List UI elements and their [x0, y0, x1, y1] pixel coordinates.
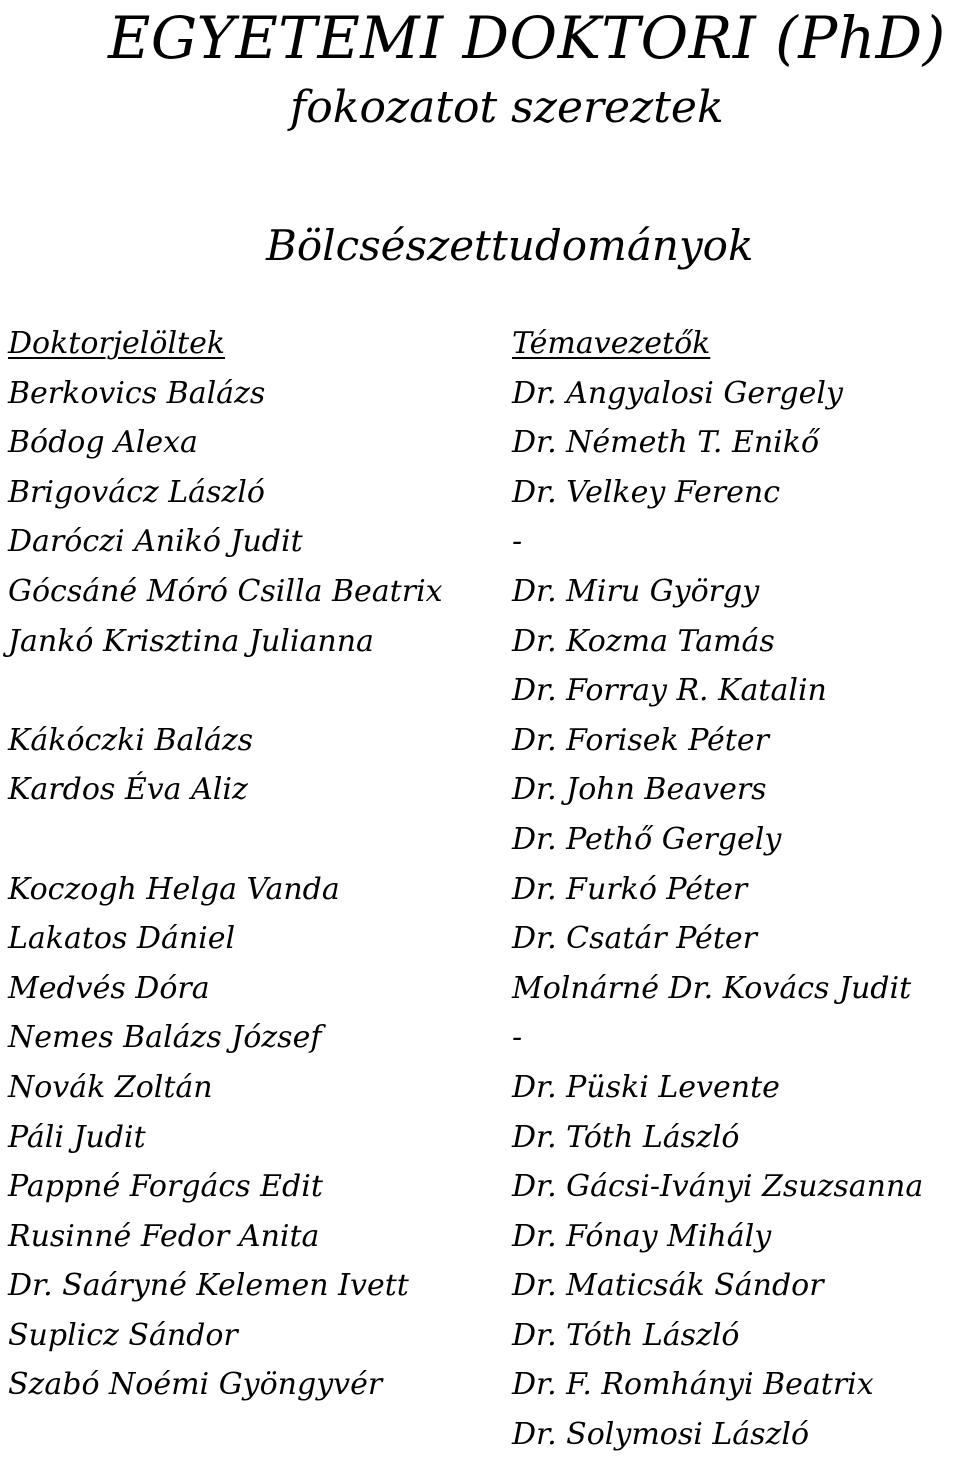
candidate-name: Kardos Éva Aliz: [8, 772, 248, 808]
supervisor-name: Dr. Miru György: [512, 573, 760, 609]
supervisors-column: [512, 319, 960, 1460]
candidate-name: Daróczi Anikó Judit: [8, 524, 303, 560]
supervisor-name: Dr. Forisek Péter: [512, 722, 769, 758]
supervisor-name: Dr. Kozma Tamás: [512, 623, 775, 659]
candidate-name: [8, 815, 498, 865]
candidate-name: Koczogh Helga Vanda: [8, 871, 340, 907]
supervisor-name: Dr. Tóth László: [512, 1317, 740, 1353]
candidate-name: Bódog Alexa: [8, 425, 198, 461]
supervisor-name: -: [512, 1020, 523, 1056]
candidate-name: Gócsáné Móró Csilla Beatrix: [8, 573, 443, 609]
candidate-name: Szabó Noémi Gyöngyvér: [8, 1367, 383, 1403]
candidate-name: Pappné Forgács Edit: [8, 1169, 323, 1205]
supervisor-name: Dr. Velkey Ferenc: [512, 474, 780, 510]
supervisor-name: Dr. Csatár Péter: [512, 921, 757, 957]
document-subtitle: fokozatot szereztek: [290, 82, 724, 133]
candidate-name: Jankó Krisztina Julianna: [8, 623, 374, 659]
supervisor-name: Dr. Németh T. Enikő: [512, 425, 820, 461]
section-title: Bölcsészettudományok: [266, 221, 754, 270]
supervisor-name: Dr. Tóth László: [512, 1119, 740, 1155]
candidates-header: Doktorjelöltek: [8, 326, 226, 361]
candidate-name: Dr. Saáryné Kelemen Ivett: [8, 1268, 409, 1304]
candidates-column: [8, 319, 498, 1460]
supervisor-name: Dr. John Beavers: [512, 772, 767, 808]
supervisor-name: Dr. Pethő Gergely: [512, 821, 782, 857]
candidate-name: [8, 1410, 498, 1460]
supervisor-name: Dr. Forray R. Katalin: [512, 673, 827, 709]
candidate-name: Medvés Dóra: [8, 970, 210, 1006]
supervisor-name: Molnárné Dr. Kovács Judit: [512, 970, 912, 1006]
candidate-name: Novák Zoltán: [8, 1069, 213, 1105]
supervisors-header: Témavezetők: [512, 326, 711, 361]
candidate-name: Suplicz Sándor: [8, 1317, 238, 1353]
candidate-name: Páli Judit: [8, 1119, 146, 1155]
supervisor-name: -: [512, 524, 523, 560]
supervisor-name: Dr. Solymosi László: [512, 1417, 810, 1453]
candidate-name: Rusinné Fedor Anita: [8, 1218, 320, 1254]
supervisor-name: Dr. F. Romhányi Beatrix: [512, 1367, 874, 1403]
supervisor-name: Dr. Gácsi-Iványi Zsuzsanna: [512, 1169, 924, 1205]
supervisor-name: Dr. Furkó Péter: [512, 871, 748, 907]
supervisor-name: Dr. Maticsák Sándor: [512, 1268, 824, 1304]
candidate-name: Brigovácz László: [8, 474, 265, 510]
candidate-name: Nemes Balázs József: [8, 1020, 322, 1056]
supervisor-name: Dr. Fónay Mihály: [512, 1218, 772, 1254]
candidate-name: Lakatos Dániel: [8, 921, 236, 957]
document-title: EGYETEMI DOKTORI (PhD): [108, 4, 946, 72]
candidate-name: Kákóczki Balázs: [8, 722, 254, 758]
candidate-name: [8, 666, 498, 716]
candidate-name: Berkovics Balázs: [8, 375, 266, 411]
supervisor-name: Dr. Püski Levente: [512, 1069, 780, 1105]
supervisor-name: Dr. Angyalosi Gergely: [512, 375, 843, 411]
